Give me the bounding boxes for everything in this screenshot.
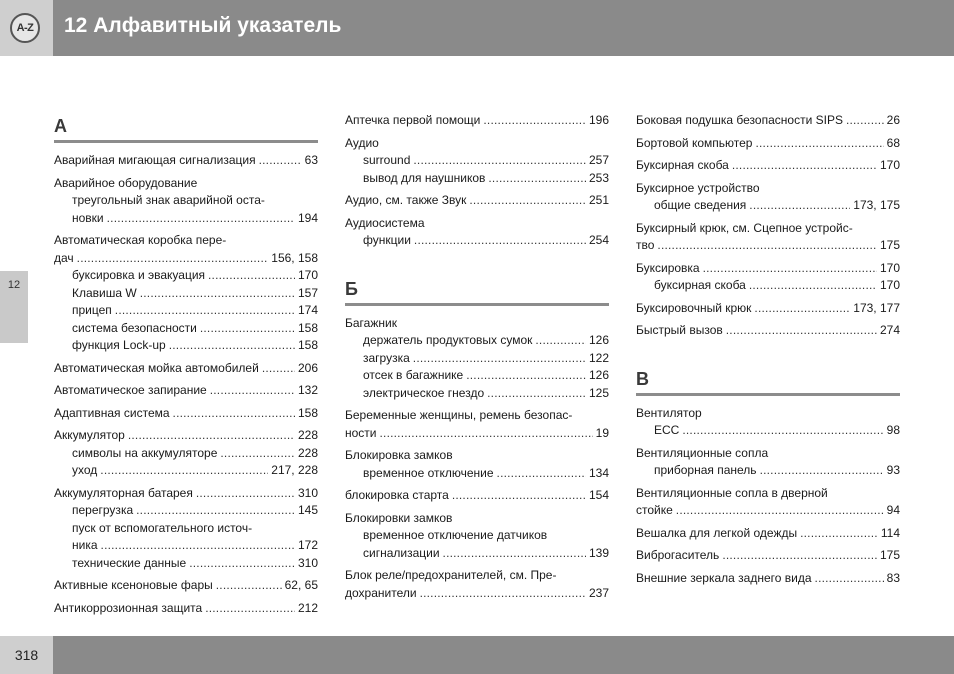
index-entry-line: Багажник	[345, 315, 397, 330]
entry-text: буксирная скоба	[654, 278, 746, 292]
page-ref: 196	[588, 113, 609, 127]
entry-text: Бортовой компьютер	[636, 135, 753, 150]
index-subentry	[345, 232, 609, 250]
index-entry	[636, 260, 900, 295]
page-ref: 170	[879, 158, 900, 172]
page-ref: 173, 175	[853, 198, 900, 212]
index-subentry	[54, 502, 318, 520]
dot-leader	[128, 427, 295, 445]
index-entry	[345, 510, 609, 563]
entry-text: Буксировочный крюк	[636, 300, 752, 315]
index-entry-line	[636, 570, 900, 588]
dot-leader	[749, 277, 877, 295]
dot-leader	[703, 260, 877, 278]
entry-text: Аккумулятор	[54, 428, 125, 442]
dot-leader	[101, 537, 295, 555]
entry-text: система безопасности	[72, 320, 197, 335]
index-entry-line	[54, 152, 318, 170]
chapter-tab-label: 12	[7, 279, 21, 291]
entry-text: прицеп	[72, 303, 112, 317]
index-entry-line: Беременные женщины, ремень безопас-	[345, 408, 573, 422]
index-entry	[54, 600, 318, 618]
dot-leader	[200, 320, 295, 338]
index-subentry	[54, 462, 318, 480]
dot-leader	[115, 302, 295, 320]
entry-text: буксировка и эвакуация	[72, 268, 206, 282]
entry-text: электрическое гнездо	[363, 385, 485, 400]
index-entry-line: Блокировка замков	[345, 448, 453, 462]
entry-text: перегрузка	[72, 503, 134, 517]
index-entry-line	[636, 322, 900, 340]
page-header	[0, 0, 954, 56]
footer-bar	[53, 636, 954, 674]
index-entry	[636, 525, 900, 543]
index-entry-line	[54, 600, 318, 618]
entry-text: отсек в багажнике	[363, 368, 464, 382]
entry-text: функция Lock-up	[72, 338, 166, 352]
index-subentry	[54, 267, 318, 285]
index-entry	[345, 487, 609, 505]
dot-leader	[443, 545, 586, 563]
index-subentry	[636, 197, 900, 215]
index-subentry	[345, 545, 609, 563]
index-entry-line: Вентиляционные сопла	[636, 445, 769, 460]
entry-text: функции	[363, 233, 411, 247]
section-letter-heading: Б	[345, 275, 609, 306]
index-entry-line	[54, 427, 318, 445]
entry-text: Аварийная мигающая сигнализация	[54, 153, 256, 167]
entry-text: Автоматическая мойка автомобилей	[54, 360, 259, 375]
entry-text: вывод для наушников	[363, 170, 486, 185]
index-entry-line	[345, 487, 609, 505]
page-ref: 253	[588, 170, 609, 185]
index-entry	[636, 547, 900, 565]
index-entry	[54, 232, 318, 355]
index-entry-line	[54, 360, 318, 378]
page-ref: 170	[879, 278, 900, 292]
page-ref: 68	[886, 135, 900, 150]
index-subentry	[54, 320, 318, 338]
entry-text: временное отключение	[363, 465, 494, 480]
entry-text: символы на аккумуляторе	[72, 445, 218, 460]
index-entry	[345, 135, 609, 188]
index-entry	[54, 485, 318, 573]
index-entry-line: Вентилятор	[636, 405, 702, 420]
dot-leader	[380, 425, 593, 443]
page-ref: 19	[595, 425, 609, 440]
page-ref: 228	[297, 428, 318, 442]
entry-text: Буксирная скоба	[636, 158, 729, 172]
entry-text: технические данные	[72, 555, 187, 570]
dot-leader	[216, 577, 282, 595]
entry-text: новки	[72, 210, 104, 225]
dot-leader	[196, 485, 295, 503]
index-entry-line: Буксирное устройство	[636, 180, 760, 195]
entry-text: Буксировка	[636, 260, 700, 275]
page-ref: 172	[297, 538, 318, 552]
index-entry	[54, 360, 318, 378]
index-entry-line	[636, 260, 900, 278]
entry-text: Быстрый вызов	[636, 323, 723, 337]
entry-text: дач	[54, 250, 74, 265]
entry-text: ности	[345, 425, 377, 440]
dot-leader	[452, 487, 586, 505]
index-entry-line: Блок реле/предохранителей, см. Пре-	[345, 568, 557, 582]
index-subentry	[54, 555, 318, 573]
entry-text: Активные ксеноновые фары	[54, 578, 213, 592]
page-ref: 170	[297, 268, 318, 282]
entry-text: общие сведения	[654, 198, 747, 212]
dot-leader	[420, 585, 586, 603]
dot-leader	[136, 502, 295, 520]
index-subentry	[345, 350, 609, 368]
page-ref: 154	[588, 488, 609, 502]
dot-leader	[657, 237, 877, 255]
page-ref: 157	[297, 285, 318, 300]
dot-leader	[169, 337, 295, 355]
index-column-3	[636, 112, 900, 592]
dot-leader	[413, 152, 586, 170]
index-entry	[345, 407, 609, 442]
page-ref: 126	[588, 333, 609, 347]
index-entry-line: Буксирный крюк, см. Сцепное устройс-	[636, 220, 853, 235]
index-entry	[54, 427, 318, 480]
index-subentry	[345, 385, 609, 403]
dot-leader	[846, 112, 884, 130]
page-ref: 237	[588, 585, 609, 600]
entry-text: загрузка	[363, 350, 410, 365]
section-letter-heading: В	[636, 365, 900, 396]
page-ref: 126	[588, 368, 609, 382]
page-ref: 274	[879, 323, 900, 337]
page-title: 12 Алфавитный указатель	[64, 14, 342, 37]
page-ref: 132	[297, 383, 318, 397]
index-entry-line: Аудио	[345, 135, 379, 150]
index-subentry: треугольный знак аварийной оста-	[72, 193, 265, 207]
index-subentry	[636, 462, 900, 480]
entry-text: приборная панель	[654, 463, 757, 477]
dot-leader	[220, 445, 295, 463]
page-number-box	[0, 636, 53, 674]
dot-leader	[140, 285, 295, 303]
index-entry	[345, 315, 609, 403]
dot-leader	[100, 462, 268, 480]
dot-leader	[676, 502, 884, 520]
index-subentry	[345, 367, 609, 385]
dot-leader	[726, 322, 877, 340]
entry-text: Боковая подушка безопасности SIPS	[636, 113, 843, 127]
dot-leader	[189, 555, 295, 573]
dot-leader	[469, 192, 586, 210]
index-entry	[636, 180, 900, 215]
dot-leader	[760, 462, 884, 480]
page-ref: 206	[297, 360, 318, 375]
index-entry-line: Аварийное оборудование	[54, 175, 198, 190]
entry-text: Аудио, см. также Звук	[345, 193, 467, 207]
page-ref: 63	[304, 153, 318, 167]
index-entry-line: Вентиляционные сопла в дверной	[636, 485, 828, 500]
entry-text: блокировка старта	[345, 488, 449, 502]
page-ref: 26	[886, 113, 900, 127]
index-entry	[636, 485, 900, 520]
entry-text: стойке	[636, 503, 673, 517]
dot-leader	[413, 350, 586, 368]
index-entry-line	[636, 112, 900, 130]
page-ref: 228	[297, 445, 318, 460]
index-entry-line	[345, 585, 609, 603]
index-subentry	[636, 277, 900, 295]
index-entry-line: Автоматическая коробка пере-	[54, 233, 227, 247]
page-ref: 251	[588, 193, 609, 207]
index-entry-line	[636, 237, 900, 255]
index-entry	[345, 192, 609, 210]
index-subentry	[54, 210, 318, 228]
entry-text: дохранители	[345, 585, 417, 600]
index-entry	[54, 152, 318, 170]
index-subentry: пуск от вспомогательного источ-	[72, 520, 253, 535]
index-subentry	[54, 337, 318, 355]
page-ref: 254	[588, 233, 609, 247]
index-entry-line	[636, 300, 900, 318]
dot-leader	[483, 112, 586, 130]
entry-text: Автоматическое запирание	[54, 383, 207, 397]
index-entry	[636, 322, 900, 340]
index-subentry	[345, 170, 609, 188]
page-ref: 175	[879, 238, 900, 252]
index-entry	[54, 405, 318, 423]
index-subentry	[54, 302, 318, 320]
dot-leader	[535, 332, 586, 350]
section-letter-heading: А	[54, 112, 318, 143]
page-ref: 122	[588, 350, 609, 365]
page-ref: 93	[886, 463, 900, 477]
index-entry-line	[345, 112, 609, 130]
index-entry	[345, 215, 609, 250]
index-entry-line	[54, 577, 318, 595]
index-entry	[636, 300, 900, 318]
page-ref: 94	[886, 503, 900, 517]
page-number: 318	[14, 647, 39, 663]
index-column-2	[345, 112, 609, 607]
index-subentry	[54, 445, 318, 463]
dot-leader	[107, 210, 295, 228]
page-ref: 156, 158	[271, 250, 318, 265]
page-ref: 310	[297, 485, 318, 500]
index-entry	[636, 445, 900, 480]
index-entry-line	[636, 135, 900, 153]
dot-leader	[722, 547, 877, 565]
entry-text: Виброгаситель	[636, 548, 720, 562]
entry-text: Адаптивная система	[54, 405, 170, 420]
entry-text: сигнализации	[363, 545, 440, 560]
dot-leader	[800, 525, 878, 543]
page-ref: 212	[297, 600, 318, 615]
dot-leader	[259, 152, 302, 170]
page-ref: 158	[297, 405, 318, 420]
index-entry	[54, 577, 318, 595]
index-entry	[636, 570, 900, 588]
dot-leader	[682, 422, 883, 440]
index-entry-line	[345, 425, 609, 443]
page-ref: 310	[297, 555, 318, 570]
index-entry-line	[636, 157, 900, 175]
chapter-side-tab	[0, 271, 28, 343]
dot-leader	[262, 360, 295, 378]
index-entry-line	[54, 405, 318, 423]
page-ref: 175	[879, 548, 900, 562]
entry-text: Антикоррозионная защита	[54, 600, 203, 615]
page-ref: 217, 228	[271, 463, 318, 477]
dot-leader	[815, 570, 884, 588]
page-ref: 62, 65	[284, 578, 318, 592]
dot-leader	[497, 465, 586, 483]
index-entry-line	[54, 382, 318, 400]
dot-leader	[210, 382, 295, 400]
page-ref: 158	[297, 320, 318, 335]
entry-text: ECC	[654, 423, 680, 437]
page-ref: 173, 177	[853, 300, 900, 315]
index-subentry	[636, 422, 900, 440]
index-column-1	[54, 112, 318, 622]
index-entry-line	[636, 502, 900, 520]
index-entry	[54, 175, 318, 228]
a-z-index-icon: A-Z	[10, 13, 40, 43]
index-entry	[636, 220, 900, 255]
entry-text: Внешние зеркала заднего вида	[636, 570, 812, 585]
dot-leader	[466, 367, 586, 385]
index-entry-line	[636, 547, 900, 565]
page-ref: 194	[297, 210, 318, 225]
page-ref: 170	[879, 260, 900, 275]
index-subentry	[54, 285, 318, 303]
index-subentry	[54, 537, 318, 555]
page-ref: 83	[886, 570, 900, 585]
page-ref: 134	[588, 465, 609, 480]
page-ref: 257	[588, 153, 609, 167]
page-ref: 98	[886, 423, 900, 437]
index-entry-line: Блокировки замков	[345, 510, 453, 525]
dot-leader	[732, 157, 877, 175]
page-ref: 145	[297, 503, 318, 517]
index-subentry	[345, 152, 609, 170]
entry-text: уход	[72, 463, 98, 477]
index-entry	[54, 382, 318, 400]
page-ref: 125	[588, 385, 609, 400]
index-subentry	[345, 465, 609, 483]
index-entry	[345, 567, 609, 602]
dot-leader	[755, 135, 883, 153]
entry-text: Вешалка для легкой одежды	[636, 525, 798, 540]
entry-text: Аптечка первой помощи	[345, 113, 481, 127]
dot-leader	[487, 385, 586, 403]
entry-text: тво	[636, 238, 655, 252]
entry-text: Аккумуляторная батарея	[54, 485, 193, 500]
dot-leader	[414, 232, 586, 250]
dot-leader	[77, 250, 269, 268]
header-icon-box	[0, 0, 53, 56]
dot-leader	[749, 197, 850, 215]
index-entry	[345, 447, 609, 482]
page-ref: 158	[297, 338, 318, 352]
index-entry	[636, 112, 900, 130]
dot-leader	[205, 600, 295, 618]
index-subentry	[345, 332, 609, 350]
entry-text: Клавиша W	[72, 285, 137, 300]
index-entry	[636, 405, 900, 440]
index-entry-line	[54, 250, 318, 268]
index-subentry: временное отключение датчиков	[363, 528, 548, 542]
index-entry	[345, 112, 609, 130]
index-entry-line	[345, 192, 609, 210]
index-entry-line	[636, 525, 900, 543]
page-ref: 114	[880, 525, 900, 540]
dot-leader	[208, 267, 295, 285]
dot-leader	[488, 170, 586, 188]
page-ref: 139	[588, 545, 609, 560]
dot-leader	[173, 405, 295, 423]
index-entry-line	[54, 485, 318, 503]
entry-text: ника	[72, 538, 98, 552]
entry-text: держатель продуктовых сумок	[363, 333, 533, 347]
entry-text: surround	[363, 153, 411, 167]
dot-leader	[754, 300, 850, 318]
index-entry-line: Аудиосистема	[345, 215, 425, 230]
index-entry	[636, 135, 900, 153]
index-entry	[636, 157, 900, 175]
page-ref: 174	[297, 303, 318, 317]
